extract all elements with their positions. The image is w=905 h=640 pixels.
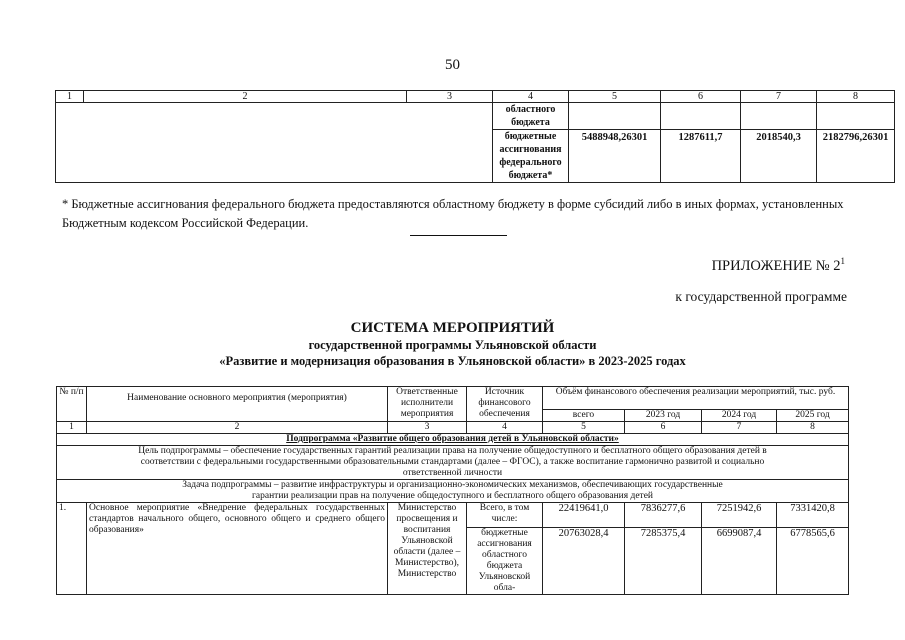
value-cell: 5488948,26301 xyxy=(569,130,661,183)
subprogram-task: Задача подпрограммы – развитие инфраструктуры и организационно-экономических механизмов, обеспечивающих государственные гарантии реализации прав на получение общедоступного и бесплатного общего образования детей xyxy=(57,480,849,503)
value-cell: 6699087,4 xyxy=(702,528,777,595)
appendix-title-text: ПРИЛОЖЕНИЕ № 2 xyxy=(711,257,841,274)
funding-source-cell: Всего, в том числе: xyxy=(467,503,543,528)
header-year-2025: 2025 год xyxy=(777,410,849,422)
header-year-2023: 2023 год xyxy=(625,410,702,422)
column-number: 6 xyxy=(661,91,741,103)
funding-source-cell: областного бюджета xyxy=(493,103,569,130)
header-total: всего xyxy=(543,410,625,422)
row-number: 1. xyxy=(57,503,87,595)
column-number: 5 xyxy=(543,422,625,434)
column-number: 2 xyxy=(87,422,388,434)
column-number: 4 xyxy=(467,422,543,434)
column-number: 3 xyxy=(407,91,493,103)
column-number: 7 xyxy=(741,91,817,103)
appendix-superscript: 1 xyxy=(840,256,845,266)
subprogram-goal: Цель подпрограммы – обеспечение государственных гарантий реализации права на получение общедоступного и бесплатного общего образования детей в соответствии с федеральными государственными образовательными стандартами (далее – ФГОС), а также воспитание гармонично развитой и социально ответственной личности xyxy=(57,446,849,480)
value-cell: 2182796,26301 xyxy=(817,130,895,183)
funding-source-cell: бюджетные ассигнования федерального бюджета* xyxy=(493,130,569,183)
column-number: 7 xyxy=(702,422,777,434)
separator-line xyxy=(410,235,507,236)
activity-executor: Министерство просвещения и воспитания Ульяновской области (далее – Министерство), Министерство xyxy=(388,503,467,595)
table-header-row xyxy=(57,387,849,410)
column-number: 8 xyxy=(777,422,849,434)
table-row xyxy=(57,503,849,528)
value-cell: 2018540,3 xyxy=(741,130,817,183)
header-executors: Ответственные исполнители мероприятия xyxy=(388,387,467,422)
table-row xyxy=(57,480,849,503)
column-number: 8 xyxy=(817,91,895,103)
column-number: 4 xyxy=(493,91,569,103)
budget-table-continuation xyxy=(55,90,895,183)
funding-source-cell: бюджетные ассигнования областного бюджета Ульяновской обла- xyxy=(467,528,543,595)
table-row xyxy=(57,446,849,480)
subprogram-title: Подпрограмма «Развитие общего образования детей в Ульяновской области» xyxy=(57,434,849,446)
program-subject: «Развитие и модернизация образования в Ульяновской области» в 2023-2025 годах xyxy=(219,354,686,368)
column-number: 6 xyxy=(625,422,702,434)
value-cell: 20763028,4 xyxy=(543,528,625,595)
column-number: 3 xyxy=(388,422,467,434)
column-number-row xyxy=(57,422,849,434)
table-row xyxy=(56,103,895,130)
appendix-title xyxy=(712,256,845,275)
page-number: 50 xyxy=(445,57,460,73)
header-year-2024: 2024 год xyxy=(702,410,777,422)
column-number: 1 xyxy=(56,91,84,103)
activity-name: Основное мероприятие «Внедрение федеральных государственных стандартов начального общего, основного общего и среднего общего образования» xyxy=(87,503,388,595)
table-row xyxy=(57,434,849,446)
header-name: Наименование основного мероприятия (мероприятия) xyxy=(87,387,388,422)
column-number-row xyxy=(56,91,895,103)
column-number: 1 xyxy=(57,422,87,434)
column-number: 2 xyxy=(84,91,407,103)
program-name: государственной программы Ульяновской области xyxy=(308,338,597,352)
header-volume: Объём финансового обеспечения реализации мероприятий, тыс. руб. xyxy=(543,387,849,410)
value-cell: 7251942,6 xyxy=(702,503,777,528)
value-cell: 1287611,7 xyxy=(661,130,741,183)
value-cell: 22419641,0 xyxy=(543,503,625,528)
page-title: СИСТЕМА МЕРОПРИЯТИЙ xyxy=(350,320,555,336)
value-cell: 7836277,6 xyxy=(625,503,702,528)
value-cell: 6778565,6 xyxy=(777,528,849,595)
header-source: Источник финансового обеспечения xyxy=(467,387,543,422)
value-cell: 7331420,8 xyxy=(777,503,849,528)
activities-table xyxy=(56,386,849,595)
appendix-subtitle: к государственной программе xyxy=(675,289,847,304)
column-number: 5 xyxy=(569,91,661,103)
footnote: * Бюджетные ассигнования федерального бюджета предоставляются областному бюджету в форме субсидий либо в иных формах, установленных Бюджетным кодексом Российской Федерации. xyxy=(62,197,844,230)
header-num: № п/п xyxy=(57,387,87,422)
value-cell: 7285375,4 xyxy=(625,528,702,595)
